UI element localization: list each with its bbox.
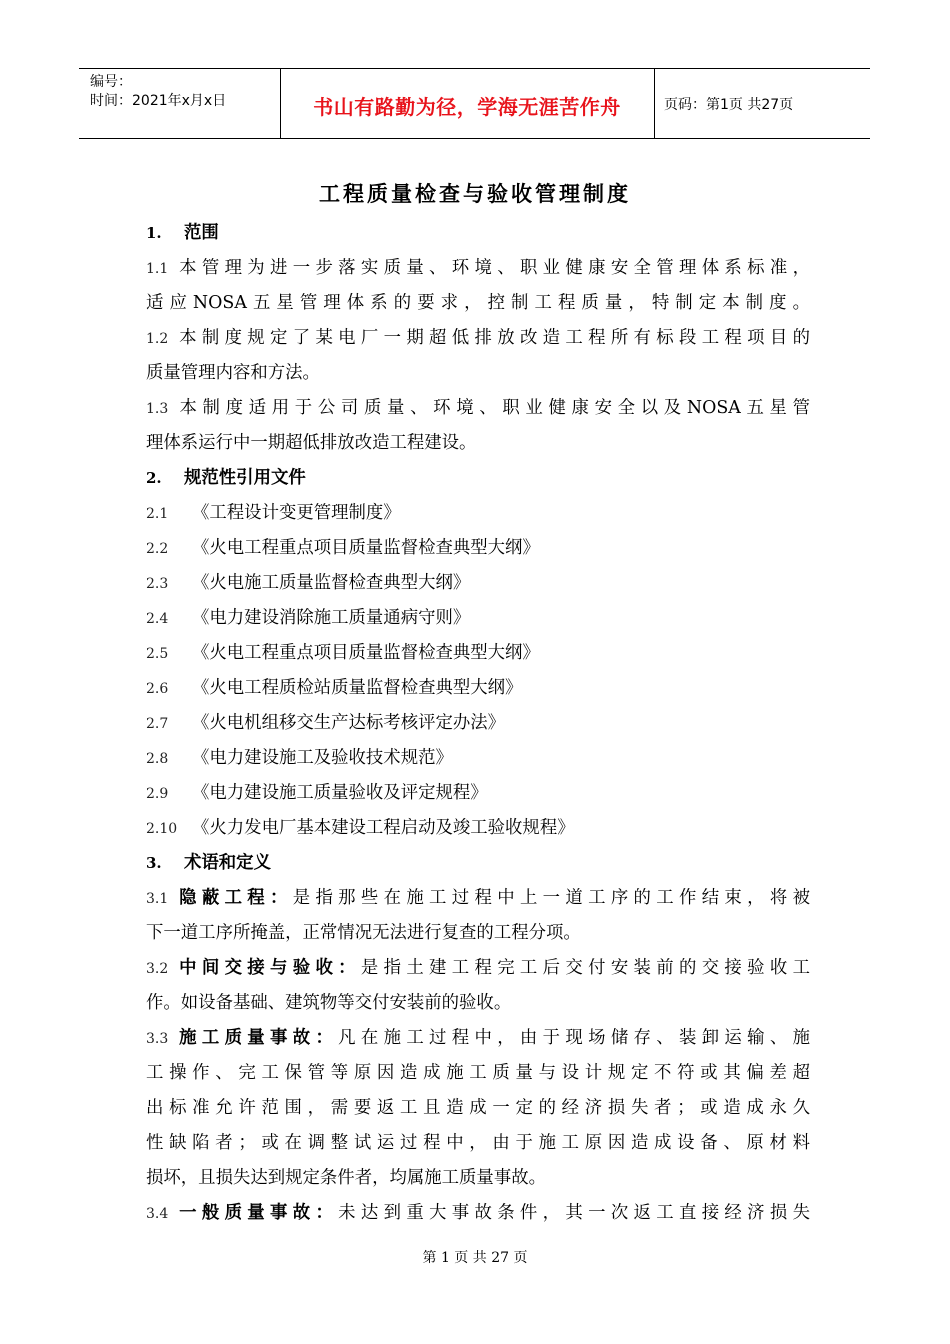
clause-text: 本制度适用于公司质量、环境、职业健康安全以及NOSA五星管 <box>179 398 810 418</box>
paragraph-line: 性缺陷者；或在调整试运过程中，由于施工原因造成设备、原材料 <box>146 1133 810 1153</box>
paragraph-line: 下一道工序所掩盖，正常情况无法进行复查的工程分项。 <box>146 923 581 943</box>
clause-text: 本制度规定了某电厂一期超低排放改造工程所有标段工程项目的 <box>179 328 810 348</box>
term-name: 一般质量事故： <box>179 1203 339 1223</box>
section-number: 2. <box>146 469 162 487</box>
paragraph-line: 出标准允许范围，需要返工且造成一定的经济损失者；或造成永久 <box>146 1098 810 1118</box>
section-heading <box>146 216 810 251</box>
reference-title: 《电力建设施工质量验收及评定规程》 <box>192 783 488 803</box>
reference-title: 《火力发电厂基本建设工程启动及竣工验收规程》 <box>192 818 575 838</box>
section-title: 术语和定义 <box>184 853 271 873</box>
section-heading <box>146 461 810 496</box>
paragraph-line <box>146 881 810 916</box>
reference-number: 2.5 <box>146 646 169 662</box>
term-definition: 凡在施工过程中，由于现场储存、装卸运输、施 <box>338 1028 810 1048</box>
code-label: 编号： <box>90 74 132 90</box>
clause-number: 1.1 <box>146 261 169 277</box>
reference-item <box>146 671 810 706</box>
section-title: 范围 <box>184 223 219 243</box>
reference-title: 《火电工程重点项目质量监督检查典型大纲》 <box>192 538 540 558</box>
clause-number: 3.3 <box>146 1031 169 1047</box>
reference-title: 《火电施工质量监督检查典型大纲》 <box>192 573 471 593</box>
time-label: 时间：2021年x月x日 <box>90 93 227 109</box>
clause-number: 3.2 <box>146 961 169 977</box>
section-title: 规范性引用文件 <box>184 468 306 488</box>
reference-title: 《电力建设施工及验收技术规范》 <box>192 748 453 768</box>
reference-number: 2.6 <box>146 681 169 697</box>
reference-number: 2.4 <box>146 611 169 627</box>
reference-title: 《火电工程质检站质量监督检查典型大纲》 <box>192 678 523 698</box>
term-definition: 是指那些在施工过程中上一道工序的工作结束，将被 <box>292 888 810 908</box>
paragraph-line <box>146 951 810 986</box>
section-number: 1. <box>146 224 162 242</box>
term-name: 隐蔽工程： <box>179 888 293 908</box>
reference-item <box>146 741 810 776</box>
reference-number: 2.7 <box>146 716 169 732</box>
clause-number: 1.2 <box>146 331 169 347</box>
reference-number: 2.3 <box>146 576 169 592</box>
document-body <box>146 216 810 1231</box>
header-divider <box>654 69 655 138</box>
paragraph-line <box>146 1196 810 1231</box>
document-header <box>79 68 870 139</box>
reference-item <box>146 811 810 846</box>
term-name: 中间交接与验收： <box>179 958 361 978</box>
reference-title: 《电力建设消除施工质量通病守则》 <box>192 608 471 628</box>
reference-item <box>146 636 810 671</box>
reference-number: 2.1 <box>146 506 169 522</box>
section-heading <box>146 846 810 881</box>
reference-item <box>146 531 810 566</box>
paragraph-line <box>146 391 810 426</box>
reference-number: 2.9 <box>146 786 169 802</box>
reference-number: 2.2 <box>146 541 169 557</box>
paragraph-line: 适应NOSA五星管理体系的要求，控制工程质量，特制定本制度。 <box>146 293 810 313</box>
header-motto: 书山有路勤为径，学海无涯苦作舟 <box>313 95 621 119</box>
paragraph-line <box>146 321 810 356</box>
paragraph-line: 理体系运行中一期超低排放改造工程建设。 <box>146 433 477 453</box>
reference-title: 《火电机组移交生产达标考核评定办法》 <box>192 713 506 733</box>
paragraph-line <box>146 251 810 286</box>
reference-item <box>146 566 810 601</box>
term-name: 施工质量事故： <box>179 1028 339 1048</box>
reference-item <box>146 706 810 741</box>
paragraph-line: 损坏，且损失达到规定条件者，均属施工质量事故。 <box>146 1168 546 1188</box>
header-page-info: 页码：第1页 共27页 <box>664 97 794 113</box>
section-number: 3. <box>146 854 162 872</box>
reference-title: 《火电工程重点项目质量监督检查典型大纲》 <box>192 643 540 663</box>
reference-item <box>146 496 810 531</box>
reference-item <box>146 776 810 811</box>
header-meta <box>90 73 226 111</box>
page-footer: 第 1 页 共 27 页 <box>422 1250 528 1266</box>
paragraph-line: 工操作、完工保管等原因造成施工质量与设计规定不符或其偏差超 <box>146 1063 810 1083</box>
clause-number: 3.1 <box>146 891 169 907</box>
paragraph-line: 作。如设备基础、建筑物等交付安装前的验收。 <box>146 993 512 1013</box>
clause-number: 3.4 <box>146 1206 169 1222</box>
term-definition: 是指土建工程完工后交付安装前的交接验收工 <box>360 958 810 978</box>
reference-number: 2.10 <box>146 821 178 837</box>
clause-number: 1.3 <box>146 401 169 417</box>
paragraph-line: 质量管理内容和方法。 <box>146 363 320 383</box>
reference-number: 2.8 <box>146 751 169 767</box>
paragraph-line <box>146 1021 810 1056</box>
document-title: 工程质量检查与验收管理制度 <box>319 181 631 206</box>
clause-text: 本管理为进一步落实质量、环境、职业健康安全管理体系标准， <box>179 258 810 278</box>
reference-title: 《工程设计变更管理制度》 <box>192 503 401 523</box>
term-definition: 未达到重大事故条件，其一次返工直接经济损失 <box>338 1203 810 1223</box>
reference-item <box>146 601 810 636</box>
